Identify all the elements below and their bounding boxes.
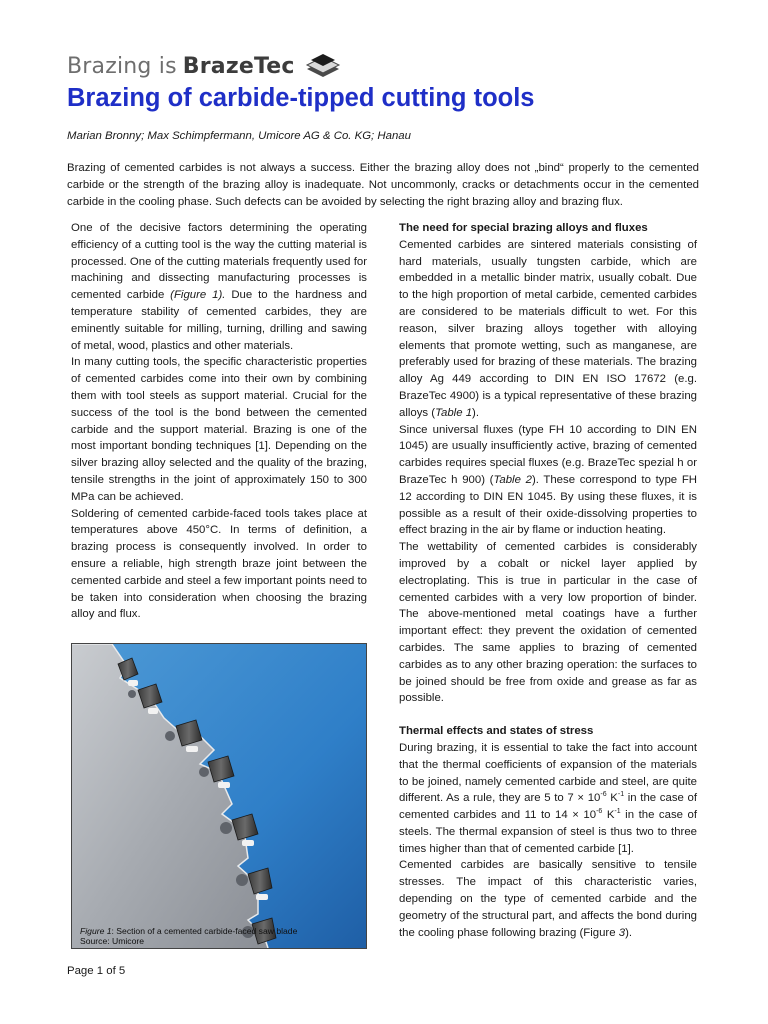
- table-reference: Table 2: [493, 473, 532, 486]
- text-run: ). These correspond to type FH 12 according to DIN EN 1045. By using these fluxes, it is possible as a result of their oxide-dissolving properties to effect brazing in the air by flame or induction heating.: [399, 473, 697, 537]
- body-paragraph: In many cutting tools, the specific characteristic properties of cemented carbides come into their own by combining them with tool steels as support material. Crucial for the success of the tool is the bond between the cemented carbide and the support material. Brazing is one of the most important bonding techniques [1]. Depending on the silver brazing alloy selected and the quality of the brazing, tensile strengths in the joint of approximately 150 to 300 MPa can be achieved.: [71, 356, 367, 503]
- figure-saw-blade: [71, 643, 367, 949]
- text-run: Due to the hardness and temperature stability of cemented carbides, they are eminently suitable for milling, turning, drilling and sawing of metal, wood, plastics and other materials.: [71, 289, 367, 352]
- text-run: Cemented carbides are basically sensitive to tensile stresses. The impact of this characteristic varies, depending on the type of cemented carbide and the geometry of the structural part, and affects the bond during the cooling phase following brazing (Figure: [399, 859, 697, 939]
- body-paragraph: Soldering of cemented carbide-faced tools takes place at temperatures above 450°C. In terms of definition, a brazing process is consequently involved. In order to ensure a reliable, high strength braze joint between the cemented carbide and steel a few important points need to be taken into consideration when choosing the brazing alloy and flux.: [71, 507, 367, 621]
- section-heading: The need for special brazing alloys and fluxes: [399, 222, 648, 234]
- caption-text: : Section of a cemented carbide-faced saw blade: [111, 926, 298, 936]
- body-paragraph: [399, 857, 697, 941]
- caption-source: Source: Umicore: [80, 936, 144, 946]
- unit: K: [602, 809, 615, 822]
- exponent: -6: [596, 808, 603, 816]
- caption-label: Figure 1: [80, 926, 112, 936]
- left-column: [71, 220, 367, 623]
- text-run: in the case of steels. The thermal expansion of steel is thus two to three times higher than that of cemented carbide [1].: [399, 809, 698, 855]
- exponent: -1: [614, 808, 621, 816]
- brand-name: BrazeTec: [182, 53, 295, 79]
- right-column: [399, 220, 697, 941]
- body-paragraph: [71, 220, 367, 354]
- intro-paragraph: Brazing of cemented carbides is not always a success. Either the brazing alloy does not „bind“ properly to the cemented carbide or the strength of the brazing alloy is inadequate. Not uncommonly, cracks or detachments occur in the cemented carbide in the cooling phase. Such defects can be avoided by selecting the right brazing alloy and brazing flux.: [67, 162, 699, 208]
- text-run: ).: [472, 406, 480, 419]
- figure-reference: 3: [618, 926, 626, 939]
- authors: Marian Bronny; Max Schimpfermann, Umicore AG & Co. KG; Hanau: [67, 130, 411, 142]
- text-run: One of the decisive factors determining the operating efficiency of a cutting tool is the way the cutting material is processed. One of the cutting materials frequently used for machining and dissecting manufacturing processes is cemented carbide: [71, 222, 367, 302]
- brand-wordmark: [67, 54, 295, 79]
- body-paragraph: The wettability of cemented carbides is considerably improved by a cobalt or nickel layer applied by electroplating. This is true in particular in the case of cemented carbides with a very low proportion of binder. The above-mentioned metal coatings have a further important effect: they prevent the oxidation of cemented carbides. The same applies to brazing of cemented carbides as to any other brazing operation: the surfaces to be joined should be free from oxide and grease as far as possible.: [399, 541, 697, 705]
- body-paragraph: [399, 740, 697, 858]
- text-run: in the case of cemented carbides and 11 to 14 × 10: [399, 792, 698, 822]
- text-run: During brazing, it is essential to take the fact into account that the thermal coefficients of expansion of the materials to be joined, namely cemented carbide and steel, are quite different. As a rule, they are 5 to 7 × 10: [399, 741, 697, 805]
- text-run: Since universal fluxes (type FH 10 according to DIN EN 1045) are usually insufficiently active, brazing of cemented carbides requires special fluxes (e.g. BrazeTec spezial h or BrazeTec h 900) (: [399, 423, 697, 486]
- figure-caption: [80, 926, 297, 946]
- figure-reference: (Figure 1).: [170, 289, 226, 302]
- brand-header: [67, 50, 343, 82]
- text-run: Cemented carbides are sintered materials consisting of hard materials, usually tungsten carbide, which are embedded in a metallic binder matrix, usually cobalt. Due to the high proportion of metal carbide, cemented carbides are considered to be materials difficult to wet. For this reason, silver brazing alloys together with alloying elements that promote wetting, such as manganese, are preferably used for brazing of these materials. The brazing alloy Ag 449 according to DIN EN ISO 17672 (e.g. BrazeTec 4900) is a typical representative of these brazing alloys (: [399, 238, 697, 419]
- page-number: Page 1 of 5: [67, 965, 126, 977]
- section-heading: Thermal effects and states of stress: [399, 725, 594, 738]
- body-paragraph: [399, 422, 697, 540]
- brand-prefix: Brazing is: [67, 53, 177, 79]
- page-title: Brazing of carbide-tipped cutting tools: [67, 84, 535, 112]
- text-run: ).: [625, 926, 633, 939]
- exponent: -6: [600, 791, 607, 799]
- saw-blade-image: [72, 644, 366, 948]
- body-paragraph: [399, 237, 697, 422]
- unit: K: [606, 792, 618, 805]
- spacer: [399, 707, 697, 723]
- table-reference: Table 1: [435, 406, 473, 419]
- brazetec-logo-icon: [303, 51, 343, 81]
- exponent: -1: [617, 791, 625, 799]
